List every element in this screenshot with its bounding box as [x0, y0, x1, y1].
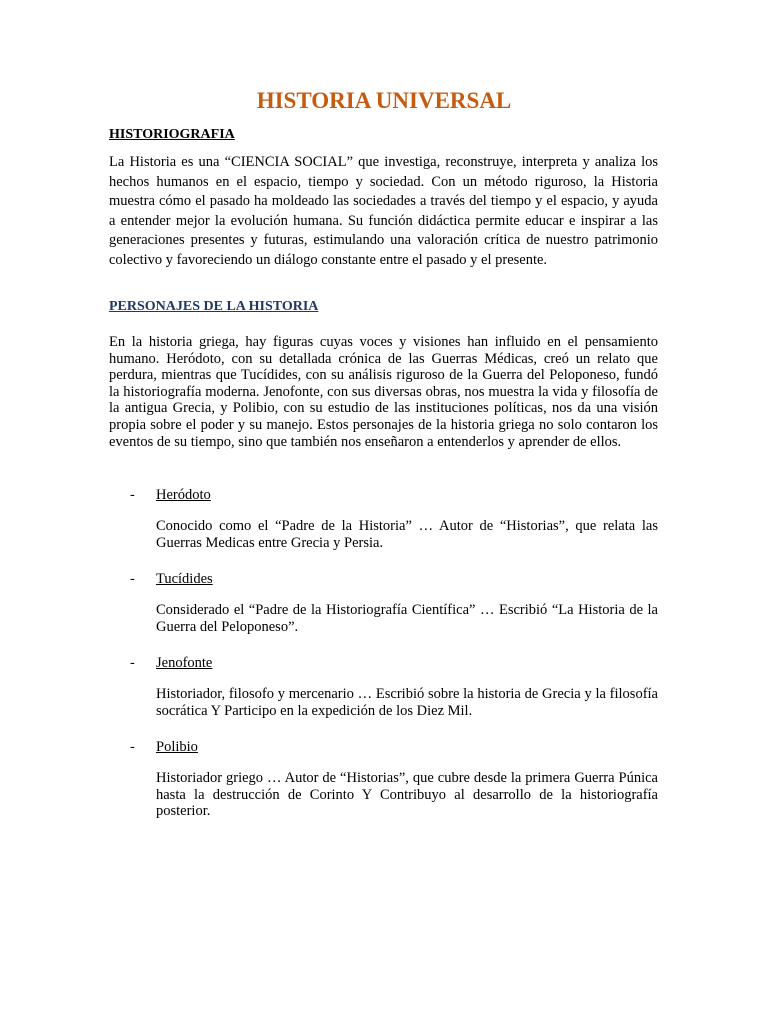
- person-description: Historiador, filosofo y mercenario … Escribió sobre la historia de Grecia y la filosofía socrática Y Participo en la expedición de los Diez Mil.: [156, 686, 658, 719]
- person-name: Polibio: [156, 739, 198, 755]
- section-paragraph-historiografia: La Historia es una “CIENCIA SOCIAL” que investiga, reconstruye, interpreta y analiza los hechos humanos en el espacio, tiempo y sociedad. Con un método riguroso, la Historia muestra cómo el pasado ha moldeado las sociedades a través del tiempo y el espacio, y ayuda a entender mejor la evolución humana. Su función didáctica permite educar e inspirar a las generaciones presentes y futuras, estimulando una valoración crítica de nuestro patrimonio colectivo y favoreciendo un diálogo constante entre el pasado y el presente.: [109, 154, 658, 268]
- person-name: Jenofonte: [156, 655, 213, 671]
- person-description: Conocido como el “Padre de la Historia” … Autor de “Historias”, que relata las Guerras Medicas entre Grecia y Persia.: [156, 518, 658, 551]
- section-heading-personajes: PERSONAJES DE LA HISTORIA: [109, 299, 319, 314]
- person-name: Tucídides: [156, 571, 213, 587]
- person-description: Historiador griego … Autor de “Historias”, que cubre desde la primera Guerra Púnica hasta la destrucción de Corinto Y Contribuyo al desarrollo de la historiografía posterior.: [156, 770, 658, 820]
- section-paragraph-personajes: En la historia griega, hay figuras cuyas voces y visiones han influido en el pensamiento humano. Heródoto, con su detallada crónica de las Guerras Médicas, creó un relato que perdura, mientras que Tucídides, con su análisis riguroso de la Guerra del Peloponeso, fundó la historiografía moderna. Jenofonte, con sus diversas obras, nos muestra la vida y filosofía de la antigua Grecia, y Polibio, con su estudio de las instituciones políticas, nos da una visión propia sobre el poder y su manejo. Estos personajes de la historia griega no solo contaron los eventos de su tiempo, sino que también nos enseñaron a entenderlos y aprender de ellos.: [109, 334, 658, 450]
- document-title: HISTORIA UNIVERSAL: [256, 88, 512, 113]
- list-bullet: -: [130, 739, 135, 755]
- list-bullet: -: [130, 571, 135, 587]
- person-description: Considerado el “Padre de la Historiografía Científica” … Escribió “La Historia de la Guerra del Peloponeso”.: [156, 602, 658, 635]
- list-bullet: -: [130, 487, 135, 503]
- list-bullet: -: [130, 655, 135, 671]
- section-heading-historiografia: HISTORIOGRAFIA: [109, 127, 235, 142]
- person-name: Heródoto: [156, 487, 211, 503]
